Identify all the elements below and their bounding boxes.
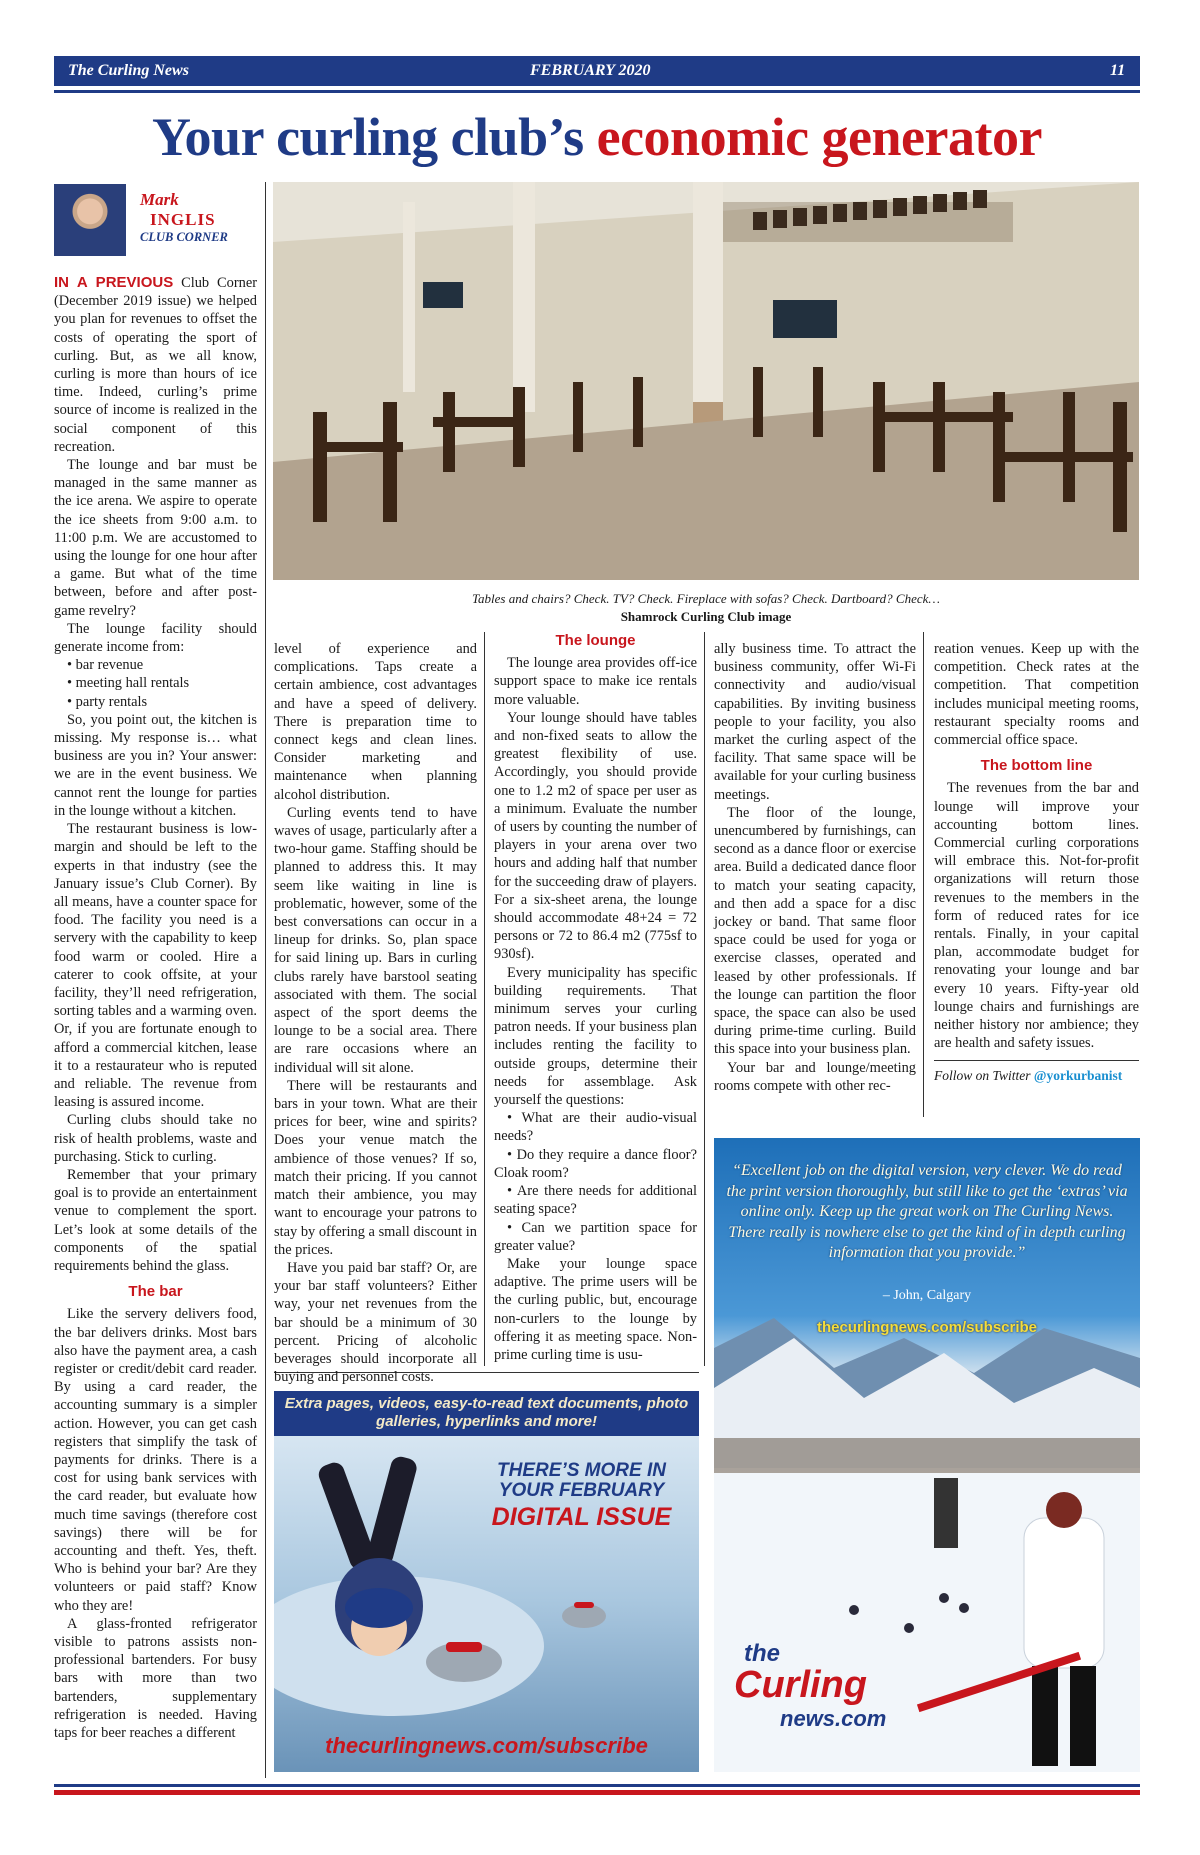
paragraph: The revenues from the bar and lounge will improve your accounting bottom lines. Commercial curling corporations will embrace this. Not-for-profit organizations will return those revenues to the members in the form of reduced rates for ice rentals. Finally, in your capital plan, accommodate budget for renovating your lounge and bar every 10 years. Fifty-year old lounge chairs and furnishings are neither history nor ambience; they are health and safety issues.: [934, 780, 1139, 1052]
paragraph: Your bar and lounge/meeting rooms compete with other rec-: [714, 1059, 916, 1094]
footer-rule-blue: [54, 1784, 1140, 1787]
column-5: [934, 640, 1139, 1086]
subscribe-ad[interactable]: [714, 1138, 1140, 1772]
column-name: CLUB CORNER: [140, 230, 228, 244]
list-item: • What are their audio-visual needs?: [494, 1110, 697, 1145]
author-first: Mark: [140, 190, 179, 209]
headline-part1: Your curling club’s: [152, 107, 584, 167]
headline: [54, 104, 1140, 170]
column-1: [54, 274, 257, 1742]
paragraph: A glass-fronted refrigerator visible to patrons assists non-professional bartenders. For busy bars with more than two bartenders, supplementary refrigeration is needed. Having taps for beer reaches a different: [54, 1615, 257, 1742]
paragraph: Have you paid bar staff? Or, are your bar staff volunteers? Either way, your net revenues from the bar should be a minimum of 30 percent. Pricing of alcoholic beverages should incorporate all buying and personnel costs.: [274, 1259, 477, 1386]
digital-issue-ad[interactable]: [274, 1391, 699, 1772]
paragraph: level of experience and complications. Taps create a certain ambience, cost advantages and have a speed of delivery. There is preparation time to connect kegs and clean lines. Consider marketing and maintenance when planning alcohol distribution.: [274, 641, 477, 803]
paragraph: The lounge area provides off-ice support space to make ice rentals more valuable.: [494, 655, 697, 708]
subhead-bar: The bar: [128, 1283, 183, 1301]
column-2: [274, 640, 477, 1386]
paragraph: Curling events tend to have waves of usage, particularly after a two-hour game. Staffing should be planned to address this. It may seem like waiting in line is problematic, however, some of the best conversations can occur in a lineup for drinks. So, plan space for said lining up. Bars in curling clubs rarely have barstool seating associated with them. The social aspect of the sport deems the lounge to be a social area. There are rare occasions where an individual will sit alone.: [274, 804, 477, 1076]
paragraph: So, you point out, the kitchen is missing. My response is… what business are you in? Your answer: we are in the event business. We cannot rent the lounge for parties in the lounge without a kitchen.: [54, 711, 257, 819]
caption-credit: Shamrock Curling Club image: [620, 609, 792, 624]
photo-caption: [273, 590, 1139, 626]
issue-date: FEBRUARY 2020: [530, 62, 651, 79]
paragraph: Remember that your primary goal is to provide an entertainment venue to complement the sport. Let’s look at some details of the components of the spatial requirements behind the glass.: [54, 1166, 257, 1274]
lead-in: IN A PREVIOUS: [54, 274, 174, 291]
footer-rule-red: [54, 1790, 1140, 1795]
twitter-follow: [934, 1067, 1139, 1085]
page-number: 11: [1110, 62, 1126, 79]
paragraph: The lounge and bar must be managed in the same manner as the ice arena. We aspire to operate the ice sheets from 9:00 a.m. to 11:00 p.m. We are accustomed to using the lounge for one hour after a game. But what of the time between, before and after post-game revelry?: [54, 457, 257, 619]
headline-part2: economic generator: [596, 107, 1042, 167]
list-item: • Are there needs for additional seating space?: [494, 1183, 697, 1218]
list-item: • meeting hall rentals: [67, 675, 190, 692]
author-last: INGLIS: [150, 210, 216, 229]
column-divider: [704, 632, 705, 1366]
column-3: [494, 630, 697, 1364]
paragraph: ally business time. To attract the business community, offer Wi-Fi connectivity and audio/visual capabilities. By inviting business people to your facility, you also market the curling aspect of the facility. That same space will be available for your curling business meetings.: [714, 641, 916, 803]
paragraph: Curling clubs should take no risk of health problems, waste and purchasing. Stick to curling.: [54, 1112, 257, 1165]
column-divider: [484, 632, 485, 1366]
column-4: [714, 640, 916, 1095]
paragraph: There will be restaurants and bars in your town. What are their prices for beer, wine and spirits? Does your venue match the ambience of those venues? If so, match their pricing. If you cannot match their ambience, you may want to encourage your patrons to stay by offering a small discount in the prices.: [274, 1077, 477, 1258]
logo-the: the: [744, 1640, 780, 1667]
logo-curling: Curling: [734, 1664, 867, 1706]
header-rule: [54, 90, 1140, 93]
ad-digital-issue: DIGITAL ISSUE: [491, 1503, 672, 1531]
subhead-bottom-line: The bottom line: [980, 757, 1093, 775]
author-byline: [140, 190, 228, 245]
list-item: • bar revenue: [67, 657, 144, 674]
paragraph: reation venues. Keep up with the competition. Check rates at the competition. That competition includes municipal meeting rooms, restaurant specialty rooms and commercial office space.: [934, 641, 1139, 749]
paragraph: Club Corner (December 2019 issue) we helped you plan for revenues to offset the costs of operating the sport of curling. But, as we all know, curling is more than hours of ice time. Indeed, curling’s prime source of income is realized in the social component of this recreation.: [54, 275, 257, 455]
column-divider: [923, 632, 924, 1117]
paragraph: Like the servery delivers food, the bar delivers drinks. Most bars also have the payment area, a cash register or credit/debit card reader. By using a card reader, the accounting summary is a simpler action. However, you can get cash registers that simplify the task of payments for drinks. There is a cost for using bank services with the card reader, but evaluate how much time savings (therefore cost savings) there will be for accounting and theft. Yes, theft. Who is behind your bar? Are they volunteers or paid staff? Know who they are!: [54, 1306, 257, 1614]
follow-label: Follow on Twitter: [934, 1068, 1031, 1084]
testimonial-quote: “Excellent job on the digital version, very clever. We do read the print version thoroughly, but still like to get the ‘extras’ via online only. Keep up the great work on The Curling News. There really is nowhere else to get the kind of in depth curling information that you provide.”: [726, 1162, 1128, 1261]
lounge-photo: [273, 182, 1139, 580]
twitter-handle[interactable]: @yorkurbanist: [1033, 1068, 1123, 1084]
column-divider: [265, 182, 266, 1778]
publication-name: The Curling News: [68, 62, 189, 79]
subscribe-link[interactable]: thecurlingnews.com/subscribe: [325, 1733, 648, 1758]
lounge-illustration: [273, 182, 1139, 580]
paragraph: The restaurant business is low-margin and should be left to the experts in that industry (see the January issue’s Club Corner). By all means, have a counter space for food. The facility you need is a servery with the capability to keep food warm or cooled. Hire a caterer to cook offsite, at your facility, they’ll need refrigeration, sorting tables and a warming oven. Or, if you are fortunate enough to afford a commercial kitchen, lease it to a restaurateur who is reputed and reliable. The revenue from leasing is assured income.: [54, 821, 257, 1111]
author-avatar: [54, 184, 126, 256]
paragraph: Make your lounge space adaptive. The prime users will be the curling public, but, encourage non-curlers to the lounge by offering it as meeting space. Non-prime curling time is usu-: [494, 1255, 697, 1363]
list-item: • party rentals: [67, 693, 148, 710]
paragraph: Your lounge should have tables and non-fixed seats to allow the greatest flexibility of use. Accordingly, you should provide one to 1.2 m2 of space per user as a minimum. Evaluate the number of users by counting the number of players in your arena over two hours and adding half that number for the succeeding draw of players. For a six-sheet arena, the lounge should accommodate 48+24 = 72 persons or 72 to 86.4 m2 (775sf to 930sf).: [494, 709, 697, 963]
subscribe-url[interactable]: thecurlingnews.com/subscribe: [816, 1319, 1038, 1336]
subhead-lounge: The lounge: [555, 632, 636, 649]
logo-news: news.com: [780, 1706, 887, 1731]
list-item: • Can we partition space for greater value?: [494, 1219, 697, 1254]
rule: [934, 1060, 1139, 1061]
paragraph: The lounge facility should generate income from:: [54, 620, 257, 656]
page-header: [54, 56, 1140, 86]
ad-headline: THERE’S MORE IN YOUR FEBRUARY: [497, 1460, 666, 1501]
paragraph: The floor of the lounge, unencumbered by furnishings, can second as a dance floor or exercise area. Build a dedicated dance floor to match your seating capacity, and then add a space for a disc jockey or band. That same floor space could be used for yoga or exercise classes, operated and leased by other professionals. If the lounge can partition the floor space, the space can also be used during prime-time curling. Build this space into your business plan.: [714, 804, 916, 1058]
ad-tagline: Extra pages, videos, easy-to-read text documents, photo galleries, hyperlinks and more!: [274, 1391, 699, 1436]
paragraph: Every municipality has specific building requirements. That minimum serves your curling patron needs. If your business plan includes renting the facility to outside groups, determine their needs for assemblage. Ask yourself the questions:: [494, 964, 697, 1109]
list-item: • Do they require a dance floor? Cloak room?: [494, 1146, 697, 1181]
testimonial-author: – John, Calgary: [882, 1288, 972, 1303]
caption-text: Tables and chairs? Check. TV? Check. Fireplace with sofas? Check. Dartboard? Check…: [472, 591, 940, 606]
